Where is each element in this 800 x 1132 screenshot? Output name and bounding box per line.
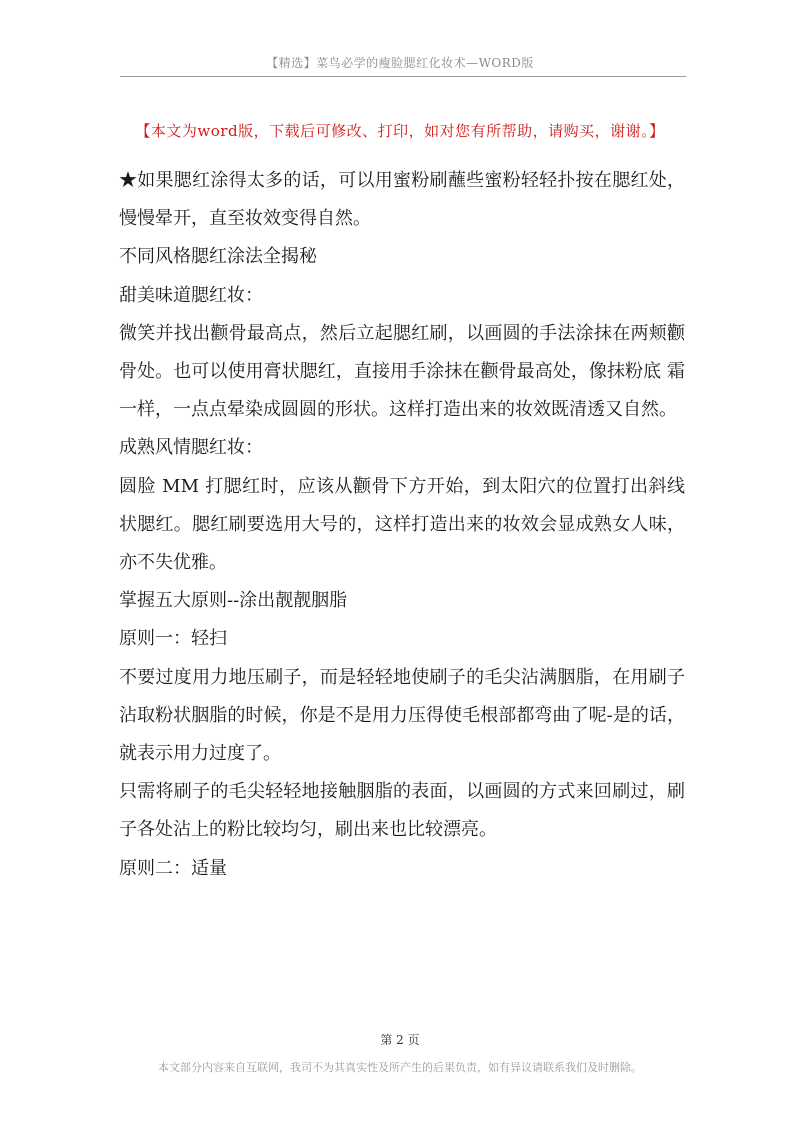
paragraph-sweet-style: 微笑并找出颧骨最高点，然后立起腮红刷，以画圆的手法涂抹在两颊颧骨处。也可以使用膏状腮红，直接用手涂抹在颧骨最高处，像抹粉底 霜一样，一点点晕染成圆圆的形状。这样打造出来的妆效既清透又自然。	[119, 322, 685, 421]
download-notice: 【本文为word版，下载后可修改、打印，如对您有所帮助，请购买，谢谢。】	[135, 122, 665, 140]
heading-principle-two: 原则二：适量	[119, 857, 227, 879]
paragraph-principle-one-a: 不要过度用力地压刷子，而是轻轻地使刷子的毛尖沾满胭脂，在用刷子沾取粉状胭脂的时候，你是不是用力压得使毛根部都弯曲了呢-是的话，就表示用力过度了。	[119, 666, 685, 765]
heading-mature-style: 成熟风情腮红妆：	[119, 437, 263, 459]
paragraph-principle-one-b: 只需将刷子的毛尖轻轻地接触胭脂的表面，以画圆的方式来回刷过，刷子各处沾上的粉比较均匀，刷出来也比较漂亮。	[119, 781, 685, 841]
paragraph-blush-tip: ★如果腮红涂得太多的话，可以用蜜粉刷蘸些蜜粉轻轻扑按在腮红处，慢慢晕开，直至妆效变得自然。	[119, 170, 685, 230]
heading-sweet-style: 甜美味道腮红妆：	[119, 284, 263, 306]
page-number: 第 2 页	[380, 1033, 420, 1047]
page-footer: 本文部分内容来自互联网，我司不为其真实性及所产生的后果负责，如有异议请联系我们及时删除。	[158, 1061, 642, 1074]
heading-styles: 不同风格腮红涂法全揭秘	[119, 246, 317, 268]
page-header: 【精选】菜鸟必学的瘦脸腮红化妆术—WORD版	[266, 56, 534, 70]
document-body	[119, 162, 685, 888]
heading-five-principles: 掌握五大原则--涂出靓靓胭脂	[119, 590, 348, 612]
heading-principle-one: 原则一：轻扫	[119, 628, 227, 650]
paragraph-mature-style: 圆脸 MM 打腮红时，应该从颧骨下方开始，到太阳穴的位置打出斜线状腮红。腮红刷要选用大号的，这样打造出来的妆效会显成熟女人味，亦不失优雅。	[119, 475, 685, 574]
header-divider	[120, 76, 686, 77]
